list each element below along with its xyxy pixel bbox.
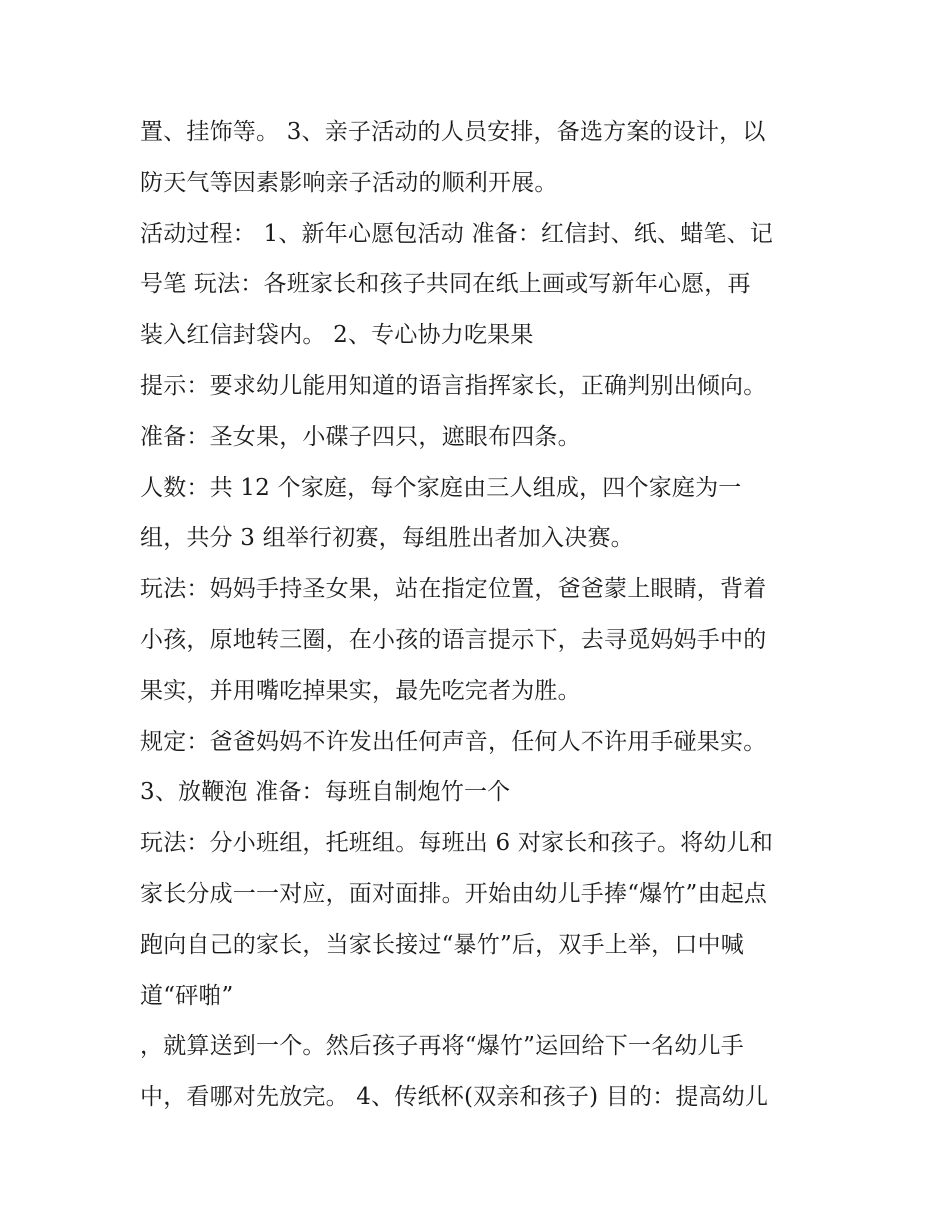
text-line: 跑向自己的家长，当家长接过“暴竹”后，双手上举，口中喊 <box>140 931 744 958</box>
text-line: 中，看哪对先放完。 4、传纸杯(双亲和孩子) 目的：提高幼儿 <box>140 1084 769 1111</box>
text-line: 组，共分 3 组举行初赛，每组胜出者加入决赛。 <box>140 525 634 552</box>
text-line: 装入红信封袋内。 2、专心协力吃果果 <box>140 322 534 349</box>
text-line: 规定：爸爸妈妈不许发出任何声音，任何人不许用手碰果实。 <box>140 728 767 755</box>
text-line: ，就算送到一个。然后孩子再将“爆竹”运回给下一名幼儿手 <box>140 1033 744 1060</box>
text-line: 号笔 玩法：各班家长和孩子共同在纸上画或写新年心愿，再 <box>140 271 751 298</box>
text-line: 3、放鞭泡 准备：每班自制炮竹一个 <box>140 779 511 806</box>
text-line: 防天气等因素影响亲子活动的顺利开展。 <box>140 169 558 196</box>
text-line: 人数：共 12 个家庭，每个家庭由三人组成，四个家庭为一 <box>140 474 742 501</box>
text-line: 玩法：妈妈手持圣女果，站在指定位置，爸爸蒙上眼睛，背着 <box>140 576 767 603</box>
text-line: 活动过程： 1、新年心愿包活动 准备：红信封、纸、蜡笔、记 <box>140 220 774 247</box>
text-line: 置、挂饰等。 3、亲子活动的人员安排，备选方案的设计，以 <box>140 119 766 145</box>
text-line: 果实，并用嘴吃掉果实，最先吃完者为胜。 <box>140 677 581 704</box>
text-line: 道“砰啪” <box>140 982 234 1009</box>
document-body <box>140 107 820 1123</box>
text-line: 家长分成一一对应，面对面排。开始由幼儿手捧“爆竹”由起点 <box>140 880 768 907</box>
text-line: 提示：要求幼儿能用知道的语言指挥家长，正确判别出倾向。 <box>140 372 767 399</box>
text-line: 准备：圣女果，小碟子四只，遮眼布四条。 <box>140 423 581 450</box>
text-line: 玩法：分小班组，托班组。每班出 6 对家长和孩子。将幼儿和 <box>140 830 774 857</box>
text-line: 小孩，原地转三圈，在小孩的语言提示下，去寻觅妈妈手中的 <box>140 626 767 653</box>
